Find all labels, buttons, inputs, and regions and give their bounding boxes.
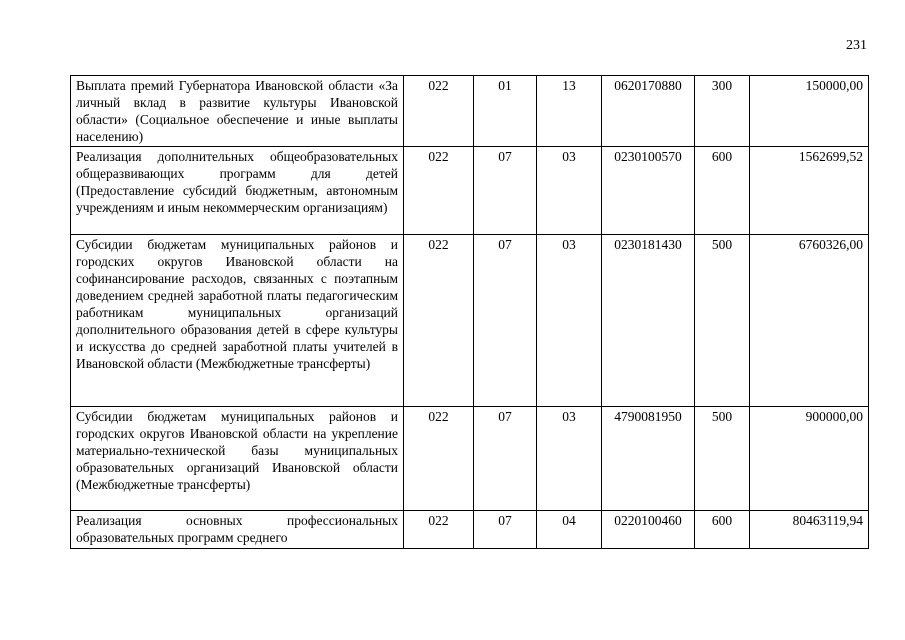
section-code: 07 <box>474 407 537 511</box>
expense-type-code: 600 <box>695 147 750 235</box>
ministry-code: 022 <box>404 511 474 549</box>
section-code: 07 <box>474 235 537 407</box>
ministry-code: 022 <box>404 76 474 147</box>
amount: 150000,00 <box>750 76 869 147</box>
ministry-code: 022 <box>404 407 474 511</box>
subsection-code: 03 <box>537 147 602 235</box>
ministry-code: 022 <box>404 235 474 407</box>
target-article-code: 0230100570 <box>602 147 695 235</box>
page-number: 231 <box>846 38 867 53</box>
target-article-code: 0220100460 <box>602 511 695 549</box>
expense-type-code: 500 <box>695 407 750 511</box>
subsection-code: 13 <box>537 76 602 147</box>
target-article-code: 0230181430 <box>602 235 695 407</box>
table-row <box>71 407 869 511</box>
amount: 6760326,00 <box>750 235 869 407</box>
expense-type-code: 300 <box>695 76 750 147</box>
expense-type-code: 500 <box>695 235 750 407</box>
section-code: 01 <box>474 76 537 147</box>
table-row <box>71 76 869 147</box>
amount: 1562699,52 <box>750 147 869 235</box>
budget-table <box>70 75 869 549</box>
subsection-code: 03 <box>537 407 602 511</box>
expense-type-code: 600 <box>695 511 750 549</box>
section-code: 07 <box>474 147 537 235</box>
row-description: Выплата премий Губернатора Ивановской области «За личный вклад в развитие культуры Ивановской области» (Социальное обеспечение и иные выплаты населению) <box>71 76 404 147</box>
target-article-code: 4790081950 <box>602 407 695 511</box>
ministry-code: 022 <box>404 147 474 235</box>
amount: 80463119,94 <box>750 511 869 549</box>
section-code: 07 <box>474 511 537 549</box>
amount: 900000,00 <box>750 407 869 511</box>
subsection-code: 03 <box>537 235 602 407</box>
row-description: Реализация дополнительных общеобразовательных общеразвивающих программ для детей (Предоставление субсидий бюджетным, автономным учреждениям и иным некоммерческим организациям) <box>71 147 404 235</box>
row-description: Субсидии бюджетам муниципальных районов и городских округов Ивановской области на софинансирование расходов, связанных с поэтапным доведением средней заработной платы педагогическим работникам муниципальных организаций дополнительного образования детей в сфере культуры и искусства до средней заработной платы учителей в Ивановской области (Межбюджетные трансферты) <box>71 235 404 407</box>
target-article-code: 0620170880 <box>602 76 695 147</box>
subsection-code: 04 <box>537 511 602 549</box>
table-row <box>71 147 869 235</box>
table-row <box>71 511 869 549</box>
row-description: Реализация основных профессиональных образовательных программ среднего <box>71 511 404 549</box>
table-row <box>71 235 869 407</box>
row-description: Субсидии бюджетам муниципальных районов и городских округов Ивановской области на укрепление материально-технической базы муниципальных образовательных организаций Ивановской области (Межбюджетные трансферты) <box>71 407 404 511</box>
